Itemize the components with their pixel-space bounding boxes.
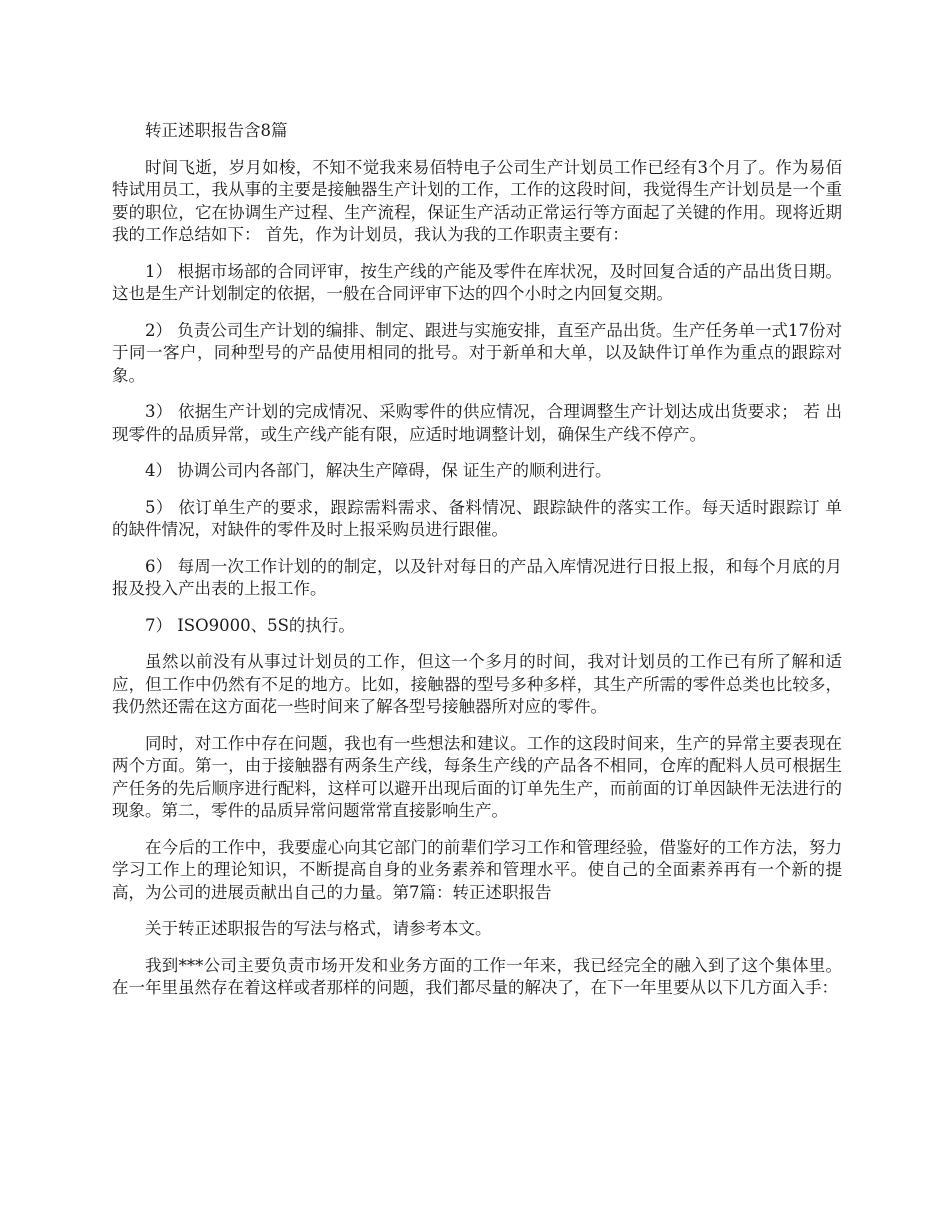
paragraph-item-4: 4） 协调公司内各部门，解决生产障碍，保 证生产的顺利进行。	[145, 461, 612, 480]
paragraph-shortcomings: 虽然以前没有从事过计划员的工作，但这一个多月的时间，我对计划员的工作已有所了解和适应，但工作中仍然有不足的地方。比如，接触器的型号多种多样，其生产所需的零件总类也比较多，我仍然还需在这方面花一些时间来了解各型号接触器所对应的零件。	[112, 652, 842, 716]
paragraph-suggestions: 同时，对工作中存在问题，我也有一些想法和建议。工作的这段时间来，生产的异常主要表现在两个方面。第一，由于接触器有两条生产线，每条生产线的产品各不相同，仓库的配料人员可根据生产任务的先后顺序进行配料，这样可以避开出现后面的订单先生产，而前面的订单因缺件无法进行的现象。第二，零件的品质异常问题常常直接影响生产。	[112, 733, 842, 820]
paragraph-item-7: 7） ISO9000、5S的执行。	[145, 615, 355, 635]
paragraph-item-3: 3） 依据生产计划的完成情况、采购零件的供应情况，合理调整生产计划达成出货要求； 若 出现零件的品质异常，或生产线产能有限，应适时地调整计划，确保生产线不停产。	[112, 402, 842, 444]
paragraph-next-report: 我到***公司主要负责市场开发和业务方面的工作一年来，我已经完全的融入到了这个集体里。在一年里虽然存在着这样或者那样的问题，我们都尽量的解决了，在下一年里要从以下几方面入手：	[112, 955, 842, 997]
paragraph-item-1: 1） 根据市场部的合同评审，按生产线的产能及零件在库状况，及时回复合适的产品出货日期。这也是生产计划制定的依据，一般在合同评审下达的四个小时之内回复交期。	[112, 261, 842, 303]
paragraph-item-6: 6） 每周一次工作计划的的制定，以及针对每日的产品入库情况进行日报上报，和每个月底的月报及投入产出表的上报工作。	[112, 556, 842, 598]
document-body	[112, 120, 842, 1014]
paragraph-future-plans: 在今后的工作中，我要虚心向其它部门的前辈们学习工作和管理经验，借鉴好的工作方法，努力学习工作上的理论知识，不断提高自身的业务素养和管理水平。使自己的全面素养再有一个新的提高，为公司的进展贡献出自己的力量。第7篇：转正述职报告	[112, 837, 842, 902]
paragraph-item-2: 2） 负责公司生产计划的编排、制定、跟进与实施安排，直至产品出货。生产任务单一式17份对于同一客户，同种型号的产品使用相同的批号。对于新单和大单，以及缺件订单作为重点的跟踪对象。	[112, 320, 842, 385]
document-title: 转正述职报告含8篇	[145, 121, 288, 140]
paragraph-item-5: 5） 依订单生产的要求，跟踪需料需求、备料情况、跟踪缺件的落实工作。每天适时跟踪订 单的缺件情况，对缺件的零件及时上报采购员进行跟催。	[112, 497, 842, 539]
paragraph-intro: 时间飞逝，岁月如梭，不知不觉我来易佰特电子公司生产计划员工作已经有3个月了。作为易佰特试用员工，我从事的主要是接触器生产计划的工作，工作的这段时间，我觉得生产计划员是一个重要的职位，它在协调生产过程、生产流程，保证生产活动正常运行等方面起了关键的作用。现将近期我的工作总结如下： 首先，作为计划员，我认为我的工作职责主要有：	[112, 157, 842, 244]
paragraph-format-note: 关于转正述职报告的写法与格式，请参考本文。	[145, 919, 492, 938]
